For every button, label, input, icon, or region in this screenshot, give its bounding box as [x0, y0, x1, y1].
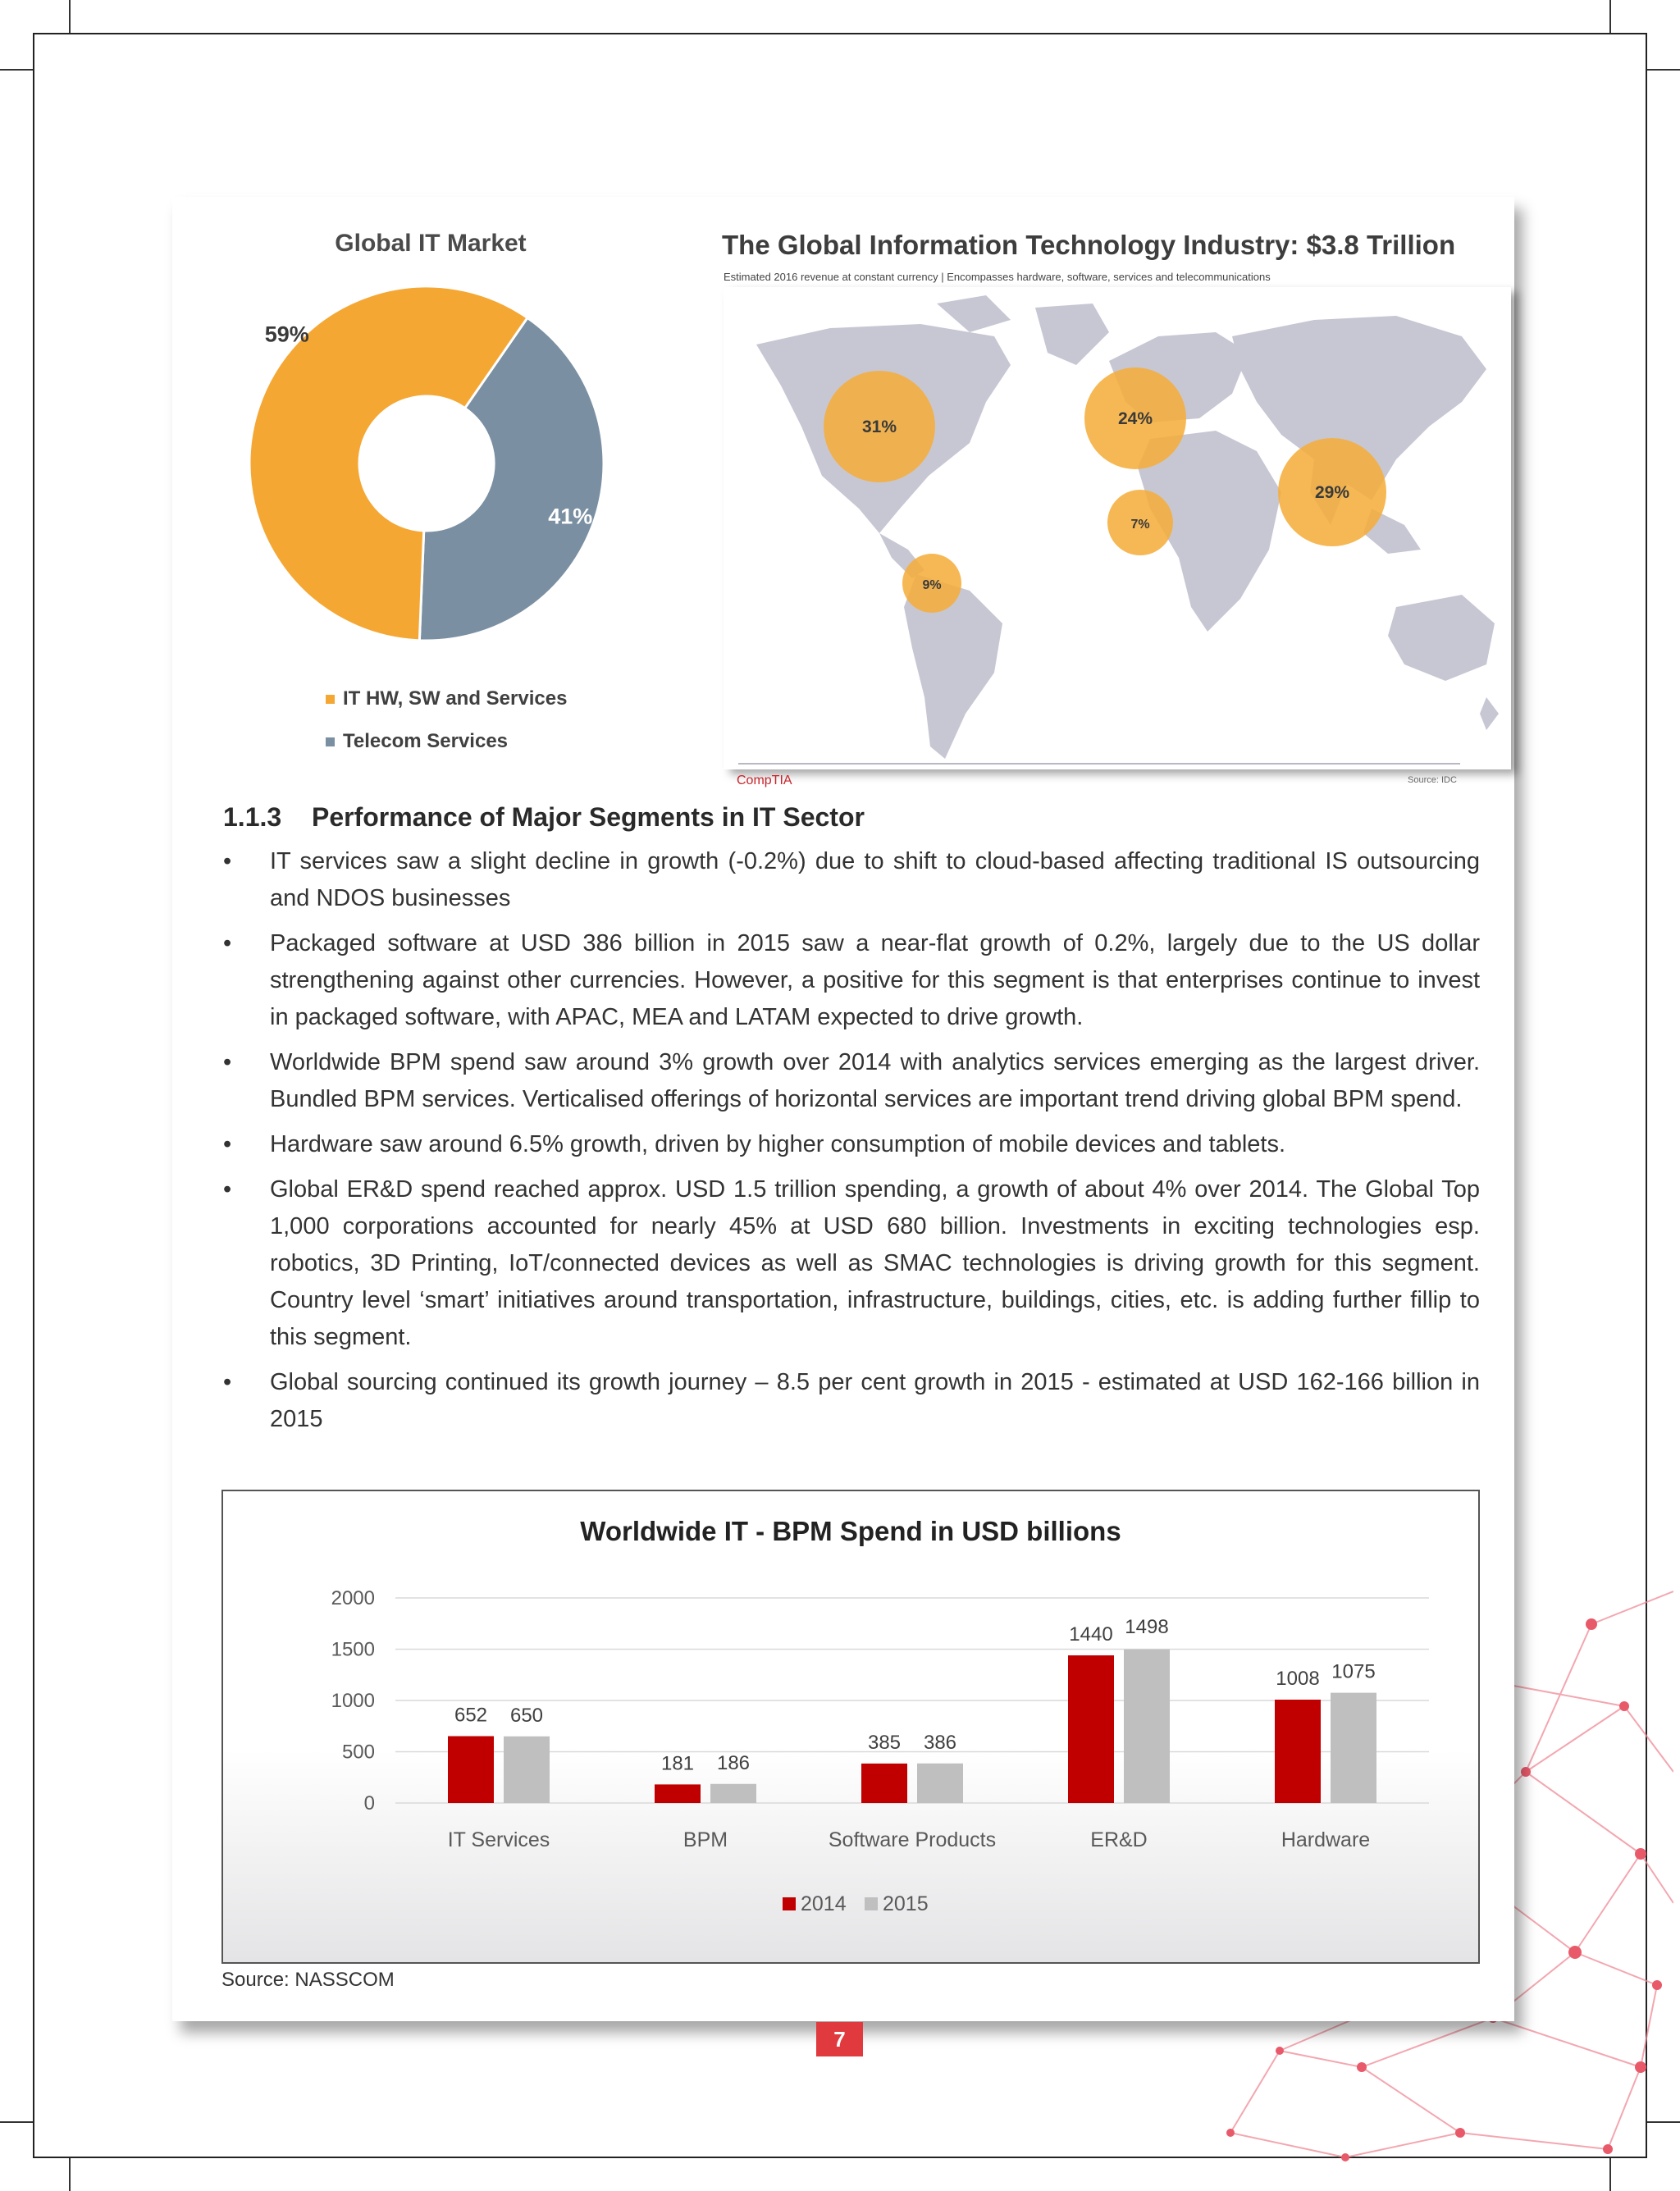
bar-2014	[1275, 1700, 1321, 1803]
crop-mark	[1609, 0, 1611, 33]
bullet-dot-icon: •	[223, 1049, 232, 1075]
legend-swatch	[865, 1897, 878, 1910]
bar-2014	[861, 1764, 907, 1803]
legend-label: 2014	[801, 1892, 847, 1915]
legend-swatch-orange	[326, 695, 335, 704]
bullet-dot-icon: •	[223, 1131, 232, 1157]
bar-chart	[223, 1491, 1478, 1962]
world-map	[724, 287, 1511, 769]
bar-value-label: 1075	[1331, 1660, 1376, 1683]
section-number: 1.1.3	[223, 802, 282, 832]
bar-value-label: 650	[509, 1704, 544, 1727]
bullet-item	[223, 1044, 1480, 1118]
crop-mark	[1647, 69, 1680, 71]
donut-legend-item-0	[326, 687, 567, 710]
bullet-item	[223, 1171, 1480, 1356]
donut-legend-item-1	[326, 730, 508, 753]
bar-value-label: 181	[660, 1752, 695, 1775]
legend-label: Telecom Services	[343, 730, 509, 752]
bullet-text: Packaged software at USD 386 billion in 2015 saw a near-flat growth of 0.2%, largely due to the US dollar strengthening against other currencies. However, a positive for this segment is that enterprises continue to invest in packaged software, with APAC, MEA and LATAM expected to drive growth.	[270, 930, 1480, 1030]
legend-label: 2015	[883, 1892, 929, 1915]
bar-2014	[1068, 1655, 1114, 1803]
map-bubble-label: 9%	[922, 578, 942, 592]
chart-source: Source: NASSCOM	[221, 1969, 395, 1991]
x-category-label: BPM	[682, 1828, 728, 1851]
y-tick-label: 0	[363, 1792, 375, 1814]
donut-chart	[201, 262, 660, 673]
bullet-text: Worldwide BPM spend saw around 3% growth over 2014 with analytics services emerging as the largest driver. Bundled BPM services. Verticalised offerings of horizontal services are important trend driving global BPM spend.	[270, 1049, 1480, 1112]
bullet-dot-icon: •	[223, 930, 232, 956]
bar-value-label: 1440	[1069, 1623, 1113, 1646]
map-bubble-label: 31%	[861, 418, 897, 436]
map-bubble-label: 29%	[1314, 483, 1350, 502]
bullet-item	[223, 1364, 1480, 1438]
bullet-item	[223, 1126, 1480, 1163]
legend-swatch-slate	[326, 737, 335, 746]
map-bubble-label: 7%	[1130, 518, 1150, 532]
world-map-card	[724, 287, 1511, 769]
section-title: Performance of Major Segments in IT Sector	[312, 802, 865, 832]
bar-value-label: 1008	[1276, 1668, 1320, 1690]
crop-mark	[0, 69, 33, 71]
bar-value-label: 652	[454, 1704, 488, 1727]
donut-chart-panel	[201, 221, 660, 771]
donut-chart-title: Global IT Market	[335, 230, 527, 257]
bullet-dot-icon: •	[223, 848, 232, 874]
legend-label: IT HW, SW and Services	[343, 687, 568, 710]
bar-chart-panel	[221, 1490, 1480, 1964]
bar-value-label: 385	[867, 1731, 902, 1754]
bullet-text: Hardware saw around 6.5% growth, driven by higher consumption of mobile devices and tablets.	[270, 1131, 1286, 1157]
bar-2014	[655, 1784, 701, 1803]
bullet-text: IT services saw a slight decline in growth (-0.2%) due to shift to cloud-based affecting traditional IS outsourcing and NDOS businesses	[270, 848, 1480, 911]
bar-2015	[917, 1764, 963, 1803]
y-tick-label: 1500	[331, 1638, 375, 1661]
bar-2015	[710, 1784, 756, 1803]
bar-value-label: 186	[716, 1751, 751, 1774]
y-tick-label: 500	[341, 1741, 375, 1764]
y-tick-label: 2000	[331, 1587, 375, 1609]
y-tick-label: 1000	[331, 1690, 375, 1712]
bar-2014	[448, 1737, 494, 1804]
bullet-dot-icon: •	[223, 1176, 232, 1203]
bullet-text: Global sourcing continued its growth journey – 8.5 per cent growth in 2015 - estimated at USD 162-166 billion in 2015	[270, 1369, 1480, 1432]
x-category-label: IT Services	[447, 1828, 550, 1851]
crop-mark	[0, 2121, 33, 2123]
bar-2015	[504, 1737, 550, 1803]
map-divider	[738, 763, 1460, 765]
x-category-label: Software Products	[828, 1828, 997, 1851]
bullet-item	[223, 843, 1480, 917]
legend-swatch	[783, 1897, 796, 1910]
bar-value-label: 1498	[1125, 1615, 1169, 1638]
crop-mark	[69, 2158, 71, 2191]
bullet-text: Global ER&D spend reached approx. USD 1.5 trillion spending, a growth of about 4% over 2014. The Global Top 1,000 corporations accounted for nearly 45% at USD 680 billion. Investments in exciting technologies esp. robotics, 3D Printing, IoT/connected devices as well as SMAC technologies is driving growth for this segment. Country level ‘smart’ initiatives around transportation, infrastructure, buildings, cities, etc. is adding further fillip to this segment.	[270, 1176, 1480, 1350]
bar-value-label: 386	[923, 1731, 957, 1754]
map-subtitle: Estimated 2016 revenue at constant currency | Encompasses hardware, software, services and telecommunications	[724, 271, 1271, 283]
bar-2015	[1331, 1693, 1376, 1803]
crop-mark	[69, 0, 71, 33]
bullet-item	[223, 925, 1480, 1036]
donut-value-label: 41%	[548, 504, 593, 529]
comptia-logo: CompTIA	[737, 774, 792, 787]
x-category-label: ER&D	[1090, 1828, 1148, 1851]
page-number: 7	[816, 2022, 863, 2056]
section-heading	[223, 802, 865, 833]
bullet-dot-icon: •	[223, 1369, 232, 1395]
bullet-list	[223, 843, 1480, 1446]
donut-value-label: 59%	[264, 322, 309, 347]
bar-chart-title: Worldwide IT - BPM Spend in USD billions	[580, 1516, 1121, 1546]
x-category-label: Hardware	[1281, 1828, 1371, 1851]
map-source: Source: IDC	[1408, 775, 1457, 785]
map-bubble-label: 24%	[1117, 409, 1153, 428]
map-title: The Global Information Technology Industry: $3.8 Trillion	[722, 230, 1456, 260]
bar-2015	[1124, 1650, 1170, 1803]
